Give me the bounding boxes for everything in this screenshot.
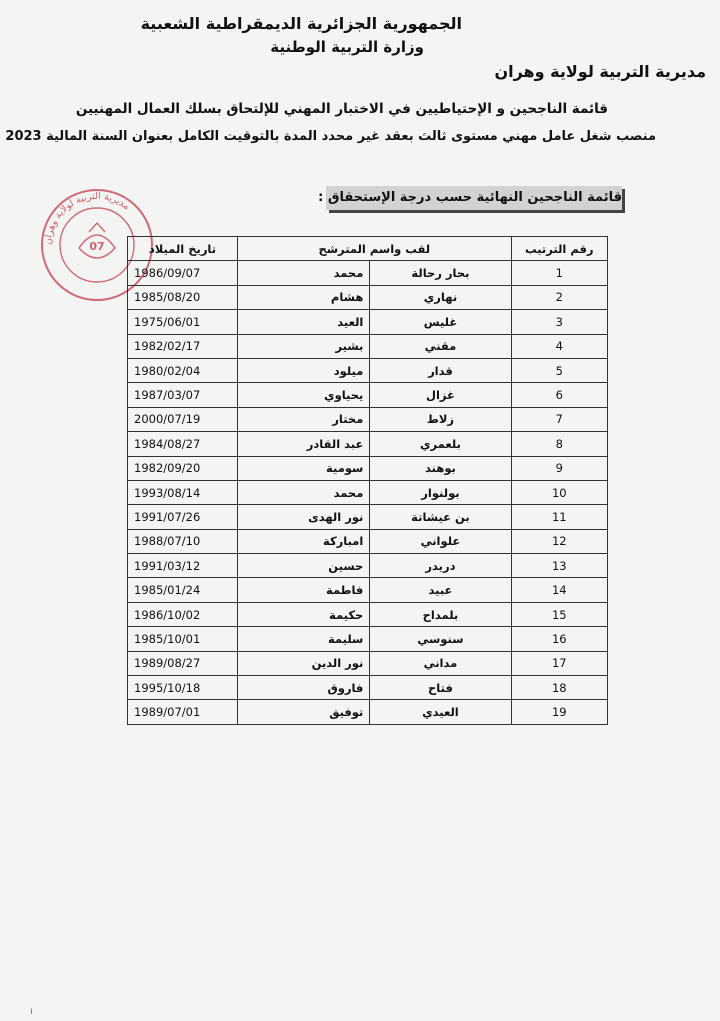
table-header-row [128, 237, 608, 261]
cell-first-name: سليمة [237, 627, 369, 651]
cell-first-name: نور الهدى [237, 505, 369, 529]
cell-dob: 1988/07/10 [128, 529, 238, 553]
cell-rank: 8 [511, 432, 607, 456]
table-row [128, 676, 608, 700]
cell-first-name: نور الدين [237, 651, 369, 675]
cell-last-name: عبيد [370, 578, 511, 602]
cell-dob: 1980/02/04 [128, 358, 238, 382]
cell-first-name: بشير [237, 334, 369, 358]
table-row [128, 627, 608, 651]
table-row [128, 285, 608, 309]
cell-dob: 1985/10/01 [128, 627, 238, 651]
cell-dob: 1986/10/02 [128, 602, 238, 626]
table-row [128, 602, 608, 626]
directorate-header: مديرية التربية لولاية وهران [494, 62, 706, 81]
cell-rank: 3 [511, 310, 607, 334]
cell-first-name: محمد [237, 261, 369, 285]
cell-dob: 1987/03/07 [128, 383, 238, 407]
cell-first-name: العيد [237, 310, 369, 334]
table-row [128, 407, 608, 431]
cell-rank: 7 [511, 407, 607, 431]
cell-last-name: بوهند [370, 456, 511, 480]
table-row [128, 529, 608, 553]
table-row [128, 456, 608, 480]
republic-header: الجمهورية الجزائرية الديمقراطية الشعبية [140, 14, 462, 33]
cell-last-name: سنوسي [370, 627, 511, 651]
cell-dob: 2000/07/19 [128, 407, 238, 431]
header-dob: تاريخ الميلاد [128, 237, 238, 261]
table-row [128, 505, 608, 529]
cell-rank: 17 [511, 651, 607, 675]
cell-last-name: غزال [370, 383, 511, 407]
cell-rank: 9 [511, 456, 607, 480]
cell-rank: 14 [511, 578, 607, 602]
cell-rank: 19 [511, 700, 607, 724]
ministry-header: وزارة التربية الوطنية [270, 38, 424, 56]
cell-rank: 6 [511, 383, 607, 407]
final-list-title: قائمة الناجحين النهائية حسب درجة الإستحقاق : [326, 186, 622, 210]
cell-rank: 5 [511, 358, 607, 382]
cell-rank: 10 [511, 480, 607, 504]
cell-dob: 1991/07/26 [128, 505, 238, 529]
cell-last-name: بن عيشاتة [370, 505, 511, 529]
cell-rank: 15 [511, 602, 607, 626]
header-name: لقب واسم المترشح [237, 237, 511, 261]
results-table [127, 236, 608, 725]
corner-mark: ı [30, 1006, 33, 1017]
cell-first-name: يحياوي [237, 383, 369, 407]
cell-first-name: مختار [237, 407, 369, 431]
cell-last-name: غليس [370, 310, 511, 334]
cell-last-name: علواني [370, 529, 511, 553]
cell-rank: 16 [511, 627, 607, 651]
cell-last-name: بلمداح [370, 602, 511, 626]
cell-first-name: امباركة [237, 529, 369, 553]
cell-dob: 1975/06/01 [128, 310, 238, 334]
table-row [128, 310, 608, 334]
table-row [128, 700, 608, 724]
cell-first-name: محمد [237, 480, 369, 504]
cell-rank: 2 [511, 285, 607, 309]
cell-first-name: فاطمة [237, 578, 369, 602]
cell-first-name: توفيق [237, 700, 369, 724]
cell-last-name: العيدي [370, 700, 511, 724]
cell-dob: 1984/08/27 [128, 432, 238, 456]
stamp-number: 07 [89, 240, 105, 253]
cell-last-name: دريدر [370, 554, 511, 578]
cell-dob: 1993/08/14 [128, 480, 238, 504]
cell-dob: 1982/02/17 [128, 334, 238, 358]
cell-dob: 1989/08/27 [128, 651, 238, 675]
cell-rank: 11 [511, 505, 607, 529]
table-row [128, 432, 608, 456]
cell-last-name: نهاري [370, 285, 511, 309]
document-title-line2: منصب شغل عامل مهني مستوى ثالث بعقد غير محدد المدة بالتوقيت الكامل بعنوان السنة المالية 2023 [5, 129, 656, 144]
table-row [128, 578, 608, 602]
cell-dob: 1985/01/24 [128, 578, 238, 602]
table-row [128, 480, 608, 504]
cell-first-name: عبد القادر [237, 432, 369, 456]
header-rank: رقم الترتيب [511, 237, 607, 261]
cell-dob: 1989/07/01 [128, 700, 238, 724]
cell-dob: 1986/09/07 [128, 261, 238, 285]
cell-last-name: قدار [370, 358, 511, 382]
cell-rank: 18 [511, 676, 607, 700]
cell-dob: 1982/09/20 [128, 456, 238, 480]
cell-last-name: بلعمري [370, 432, 511, 456]
cell-first-name: حكيمة [237, 602, 369, 626]
table-row [128, 334, 608, 358]
cell-dob: 1995/10/18 [128, 676, 238, 700]
cell-first-name: هشام [237, 285, 369, 309]
stamp-text: مديرية التربية لولاية وهران [42, 190, 132, 246]
cell-last-name: مداني [370, 651, 511, 675]
cell-rank: 1 [511, 261, 607, 285]
cell-dob: 1985/08/20 [128, 285, 238, 309]
table-row [128, 358, 608, 382]
cell-last-name: بحار رحالة [370, 261, 511, 285]
table-row [128, 554, 608, 578]
cell-rank: 13 [511, 554, 607, 578]
cell-last-name: زلاط [370, 407, 511, 431]
table-row [128, 261, 608, 285]
cell-last-name: فتاح [370, 676, 511, 700]
cell-last-name: بولنوار [370, 480, 511, 504]
table-row [128, 383, 608, 407]
cell-first-name: حسين [237, 554, 369, 578]
cell-first-name: سومية [237, 456, 369, 480]
cell-rank: 12 [511, 529, 607, 553]
cell-last-name: مقني [370, 334, 511, 358]
cell-first-name: ميلود [237, 358, 369, 382]
cell-rank: 4 [511, 334, 607, 358]
cell-dob: 1991/03/12 [128, 554, 238, 578]
table-row [128, 651, 608, 675]
cell-first-name: فاروق [237, 676, 369, 700]
table-body [128, 261, 608, 724]
document-title-line1: قائمة الناجحين و الإحتياطيين في الاختبار المهني للإلتحاق بسلك العمال المهنيين [75, 101, 608, 117]
